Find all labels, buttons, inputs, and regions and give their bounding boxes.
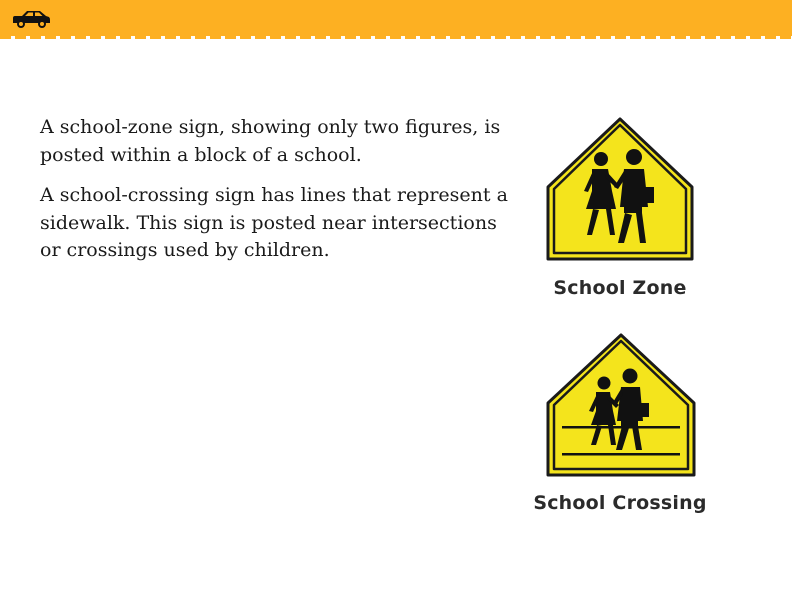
car-icon xyxy=(10,9,52,29)
school-crossing-description: A school-crossing sign has lines that represent a sidewalk. This sign is posted near intersections or crossings used by children. xyxy=(40,184,508,261)
header-bar xyxy=(0,0,792,38)
school-zone-caption: School Zone xyxy=(553,277,687,299)
school-zone-description: A school-zone sign, showing only two figures, is posted within a block of a school. xyxy=(40,116,501,166)
school-zone-sign-icon xyxy=(546,117,694,261)
header-divider xyxy=(0,36,792,39)
school-crossing-caption: School Crossing xyxy=(533,492,707,514)
school-crossing-sign-icon xyxy=(546,333,696,477)
